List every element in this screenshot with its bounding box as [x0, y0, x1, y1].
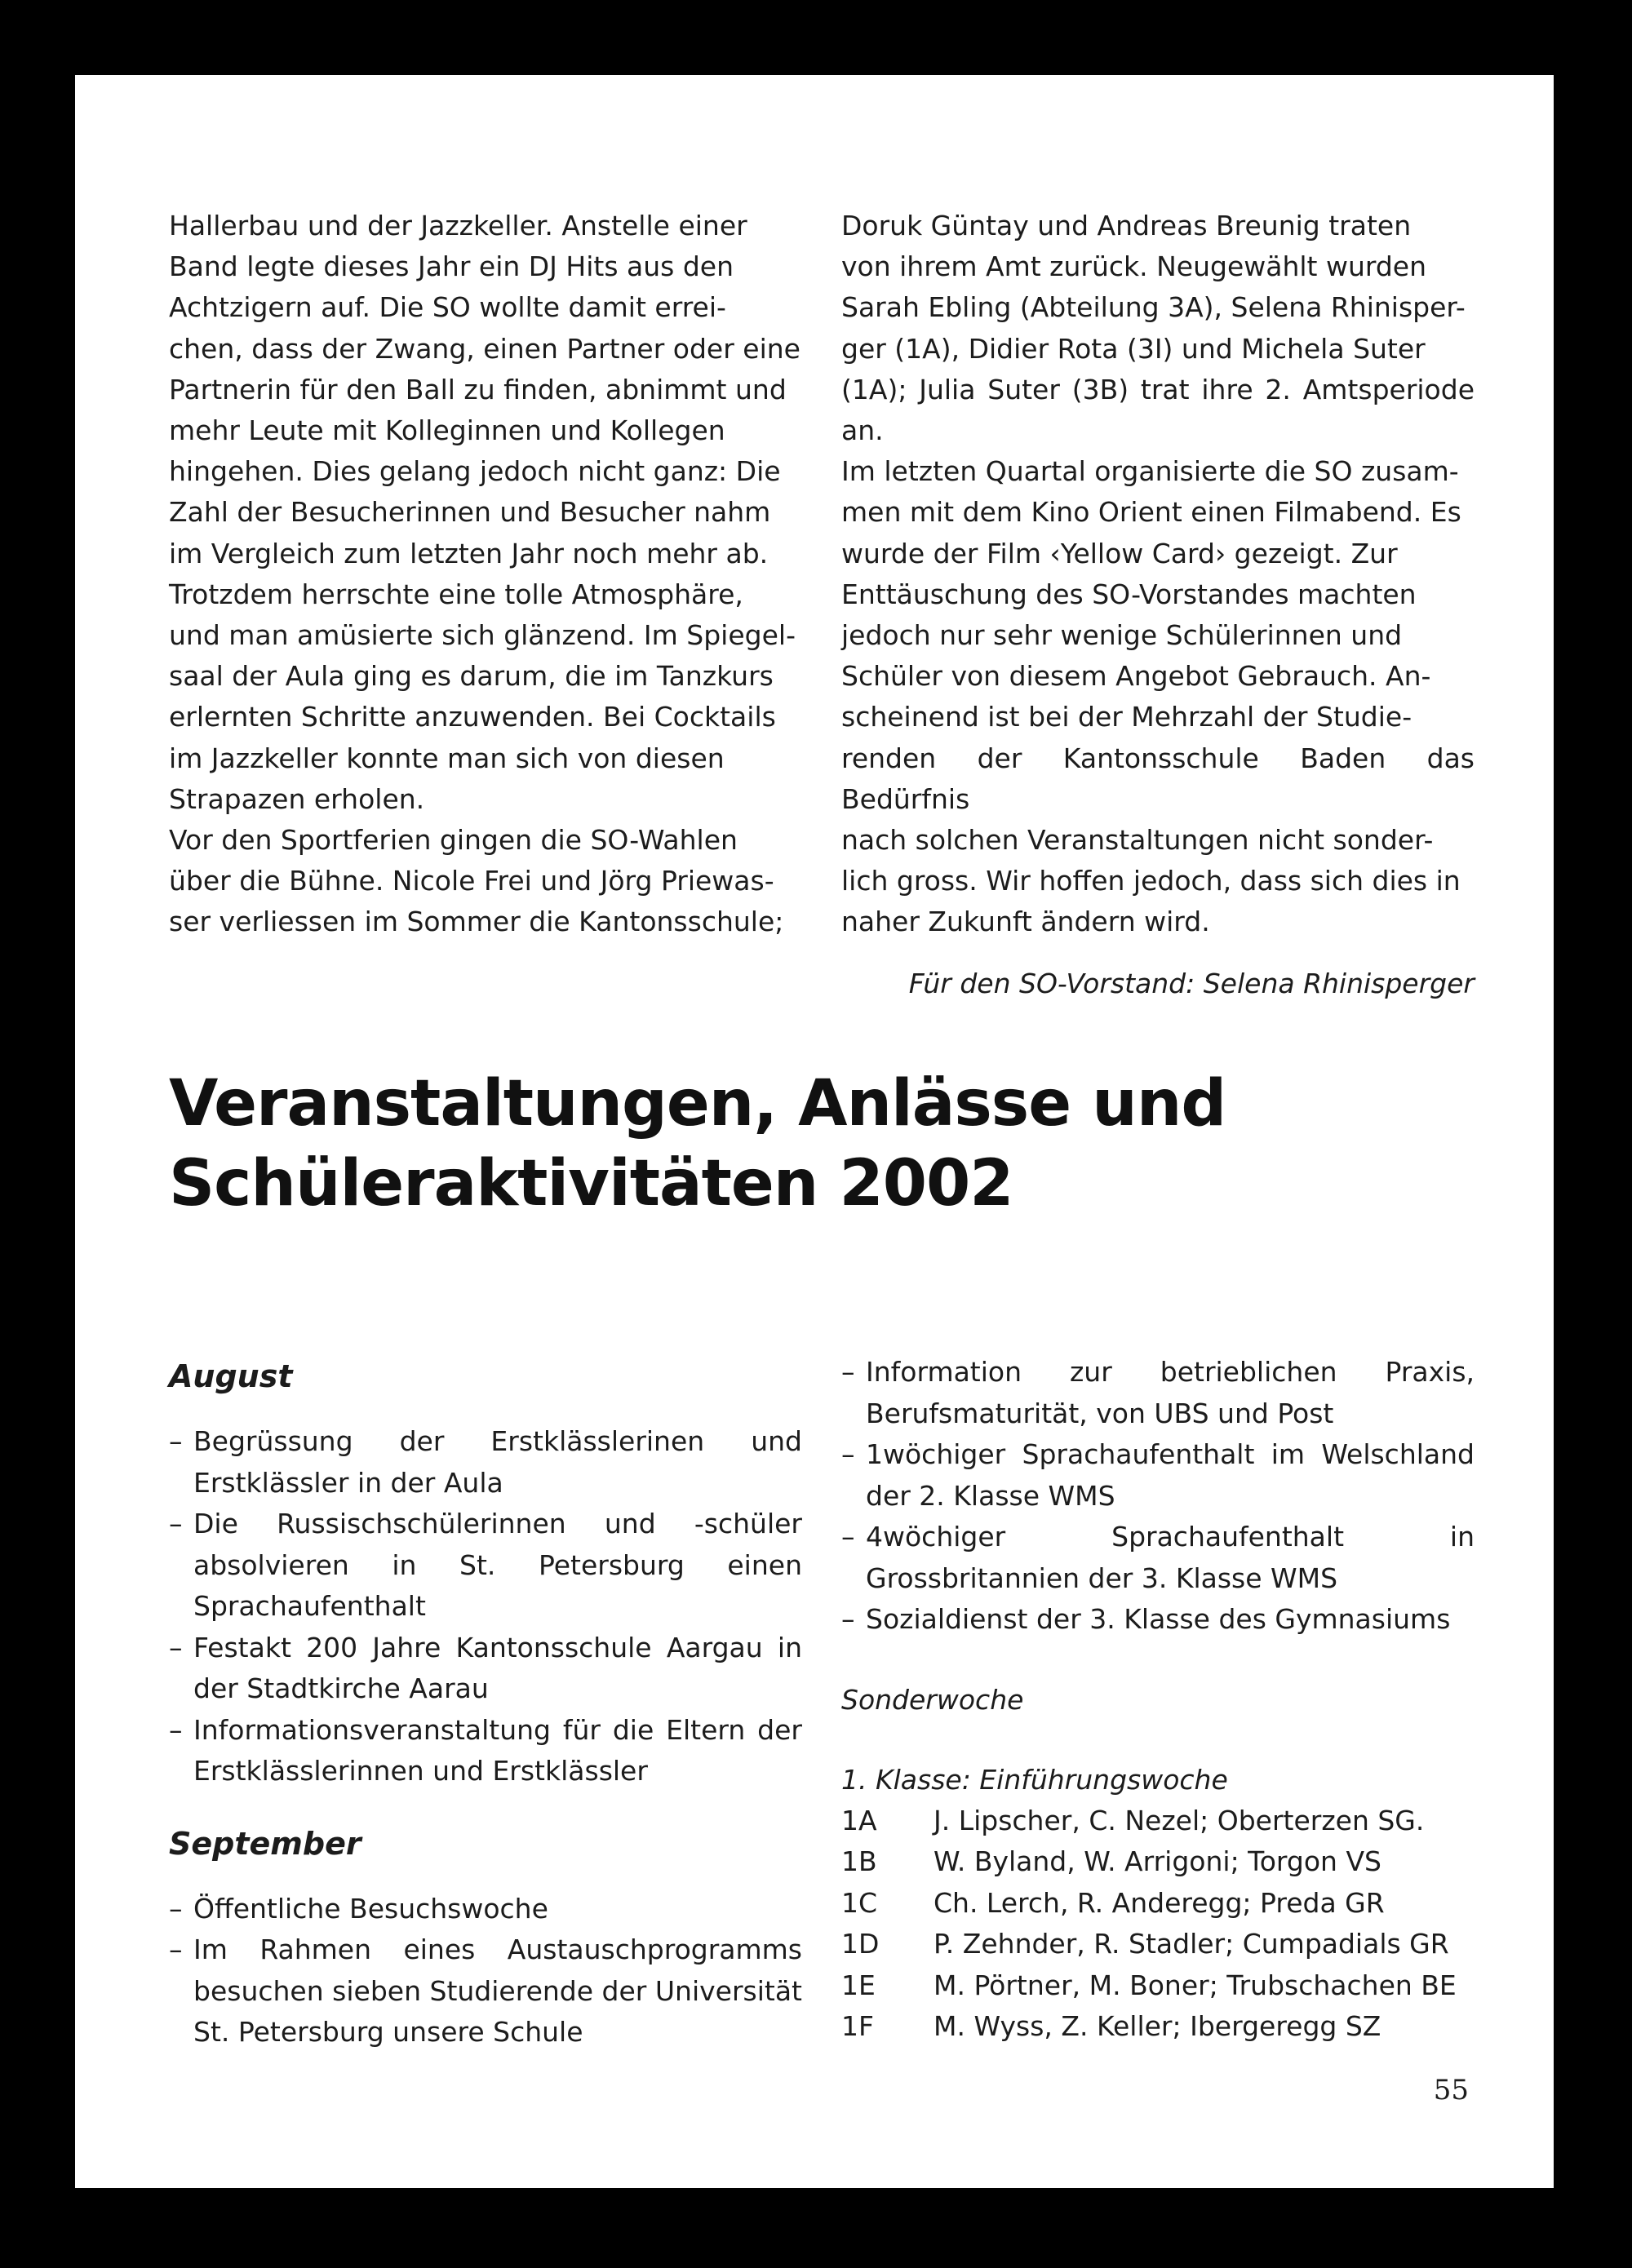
document-page [75, 75, 1554, 2188]
text-line: Enttäuschung des SO-Vorstandes machten [841, 578, 1417, 610]
class-table [841, 1801, 1457, 2048]
text-line: lich gross. Wir hoffen jedoch, dass sich dies in [841, 865, 1461, 897]
text-line: renden der Kantonsschule Baden das Bedürfnis [841, 742, 1475, 815]
month-heading-august: August [169, 1358, 293, 1394]
class-details: P. Zehnder, R. Stadler; Cumpadials GR [934, 1928, 1449, 1960]
list-item: – Festakt 200 Jahre Kantonsschule Aargau in der Stadtkirche Aarau [169, 1628, 802, 1710]
class-code: 1F [841, 2010, 874, 2042]
events-right-column [841, 1352, 1475, 2048]
text-line: Achtzigern auf. Die SO wollte damit errei- [169, 291, 726, 324]
class-code: 1B [841, 1845, 877, 1877]
page-number: 55 [1433, 2074, 1469, 2106]
signature: Für den SO-Vorstand: Selena Rhinisperger [908, 967, 1475, 999]
headline-line-1: Veranstaltungen, Anlässe und [169, 1067, 1226, 1141]
table-row [841, 2006, 1457, 2048]
text-line: naher Zukunft ändern wird. [841, 906, 1210, 938]
text-line: Sarah Ebling (Abteilung 3A), Selena Rhinisper- [841, 291, 1466, 324]
activities-list [841, 1352, 1475, 1641]
text-line: über die Bühne. Nicole Frei und Jörg Priewas- [169, 865, 774, 897]
class-code: 1E [841, 1969, 876, 2001]
article-right-column [841, 206, 1475, 1004]
table-row [841, 1924, 1457, 1965]
text-line: Strapazen erholen. [169, 782, 425, 815]
sonderwoche-heading: Sonderwoche [841, 1683, 1024, 1716]
table-row [841, 1841, 1457, 1883]
table-row [841, 1801, 1457, 1842]
table-row [841, 1965, 1457, 2007]
text-line: scheinend ist bei der Mehrzahl der Studie- [841, 701, 1412, 733]
class-details: Ch. Lerch, R. Anderegg; Preda GR [934, 1886, 1385, 1919]
class-details: M. Wyss, Z. Keller; Ibergeregg SZ [934, 2010, 1381, 2042]
september-list [169, 1889, 802, 2053]
text-line: saal der Aula ging es darum, die im Tanzkurs [169, 660, 774, 693]
text-line: mehr Leute mit Kolleginnen und Kollegen [169, 414, 725, 447]
text-line: Doruk Güntay und Andreas Breunig traten [841, 210, 1412, 241]
events-left-column [169, 1356, 802, 2053]
list-item: – Öffentliche Besuchswoche [169, 1889, 802, 1930]
list-item: – 1wöchiger Sprachaufenthalt im Welschland der 2. Klasse WMS [841, 1434, 1475, 1517]
text-line: Schüler von diesem Angebot Gebrauch. An- [841, 660, 1431, 693]
text-line: (1A); Julia Suter (3B) trat ihre 2. Amtsperiode an. [841, 373, 1475, 447]
text-line: Partnerin für den Ball zu finden, abnimmt und [169, 373, 787, 405]
august-list [169, 1421, 802, 1792]
class-details: J. Lipscher, C. Nezel; Oberterzen SG. [934, 1804, 1425, 1836]
text-line: und man amüsierte sich glänzend. Im Spiegel- [169, 619, 796, 652]
article-left-column [169, 206, 802, 943]
section-headline [169, 1064, 1475, 1224]
text-line: jedoch nur sehr wenige Schülerinnen und [841, 619, 1403, 652]
text-line: Hallerbau und der Jazzkeller. Anstelle einer [169, 210, 747, 241]
text-line: men mit dem Kino Orient einen Filmabend. Es [841, 496, 1461, 529]
text-line: hingehen. Dies gelang jedoch nicht ganz: Die [169, 455, 781, 488]
text-line: Trotzdem herrschte eine tolle Atmosphäre, [169, 578, 743, 610]
text-line: Band legte dieses Jahr ein DJ Hits aus den [169, 250, 734, 283]
list-item: – Begrüssung der Erstklässlerinen und Erstklässler in der Aula [169, 1421, 802, 1504]
text-line: Vor den Sportferien gingen die SO-Wahlen [169, 824, 738, 857]
text-line: wurde der Film ‹Yellow Card› gezeigt. Zur [841, 537, 1398, 569]
text-line: Im letzten Quartal organisierte die SO zusam- [841, 455, 1459, 488]
list-item: – Die Russischschülerinnen und -schüler absolvieren in St. Petersburg einen Sprachaufenthalt [169, 1504, 802, 1628]
text-line: ser verliessen im Sommer die Kantonsschule; [169, 906, 784, 938]
class-code: 1A [841, 1804, 877, 1836]
list-item: – Im Rahmen eines Austauschprogramms besuchen sieben Studierende der Universität St. Petersburg unsere Schule [169, 1929, 802, 2053]
list-item: – 4wöchiger Sprachaufenthalt in Grossbritannien der 3. Klasse WMS [841, 1517, 1475, 1599]
month-heading-september: September [169, 1825, 361, 1862]
text-line: erlernten Schritte anzuwenden. Bei Cocktails [169, 701, 776, 733]
list-item: – Informationsveranstaltung für die Eltern der Erstklässlerinnen und Erstklässler [169, 1710, 802, 1792]
list-item: – Information zur betrieblichen Praxis, Berufsmaturität, von UBS und Post [841, 1352, 1475, 1434]
headline-line-2: Schüleraktivitäten 2002 [169, 1147, 1013, 1220]
class-details: W. Byland, W. Arrigoni; Torgon VS [934, 1845, 1381, 1877]
text-line: Zahl der Besucherinnen und Besucher nahm [169, 496, 771, 529]
text-line: chen, dass der Zwang, einen Partner oder eine [169, 332, 800, 365]
text-line: ger (1A), Didier Rota (3I) und Michela Suter [841, 332, 1426, 365]
class-details: M. Pörtner, M. Boner; Trubschachen BE [934, 1969, 1457, 2001]
list-item: – Sozialdienst der 3. Klasse des Gymnasiums [841, 1599, 1475, 1641]
text-line: im Jazzkeller konnte man sich von diesen [169, 742, 725, 774]
text-line: von ihrem Amt zurück. Neugewählt wurden [841, 250, 1427, 283]
text-line: im Vergleich zum letzten Jahr noch mehr ab. [169, 537, 769, 569]
class-code: 1D [841, 1928, 880, 1960]
table-row [841, 1883, 1457, 1925]
text-line: nach solchen Veranstaltungen nicht sonder- [841, 824, 1434, 857]
class-code: 1C [841, 1886, 878, 1919]
einfuehrungswoche-subheading: 1. Klasse: Einführungswoche [841, 1763, 1228, 1796]
